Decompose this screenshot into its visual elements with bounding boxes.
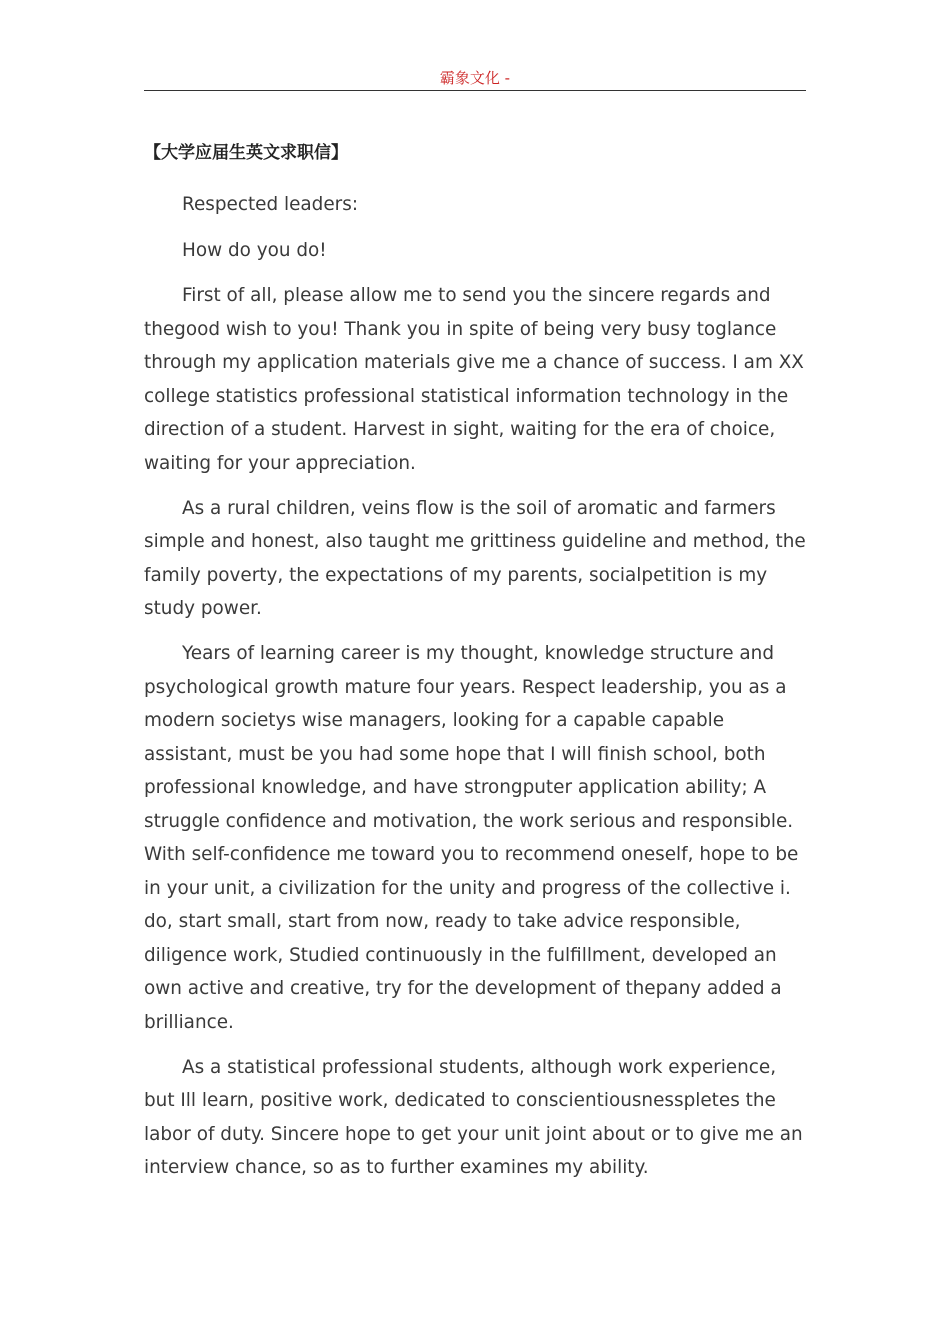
document-body — [144, 188, 806, 1196]
document-title: 【大学应届生英文求职信】 — [144, 143, 348, 163]
paragraph: First of all, please allow me to send you the sincere regards and thegood wish to you! Thank you in spite of being very busy toglance through my application materials give me a chance of success. I am XX college statistics professional statistical information technology in the direction of a student. Harvest in sight, waiting for the era of choice, waiting for your appreciation. — [144, 285, 804, 474]
page-header — [144, 66, 806, 91]
paragraph: As a statistical professional students, although work experience, but Ill learn, positive work, dedicated to conscientiousnesspletes the labor of duty. Sincere hope to get your unit joint about or to give me an interview chance, so as to further examines my ability. — [144, 1056, 803, 1178]
salutation: Respected leaders: — [182, 194, 359, 215]
greeting: How do you do! — [182, 239, 327, 261]
paragraph: Years of learning career is my thought, knowledge structure and psychological growth mature four years. Respect leadership, you as a modern societys wise managers, looking for a capable capable assistant, must be you had some hope that I will finish school, both professional knowledge, and have strongputer application ability; A struggle confidence and motivation, the work serious and responsible. With self-confidence me toward you to recommend oneself, hope to be in your unit, a civilization for the unity and progress of the collective i. do, start small, start from now, ready to take advice responsible, diligence work, Studied continuously in the fulfillment, developed an own active and creative, try for the development of thepany added a brilliance. — [144, 643, 799, 1033]
paragraph: As a rural children, veins flow is the soil of aromatic and farmers simple and honest, also taught me grittiness guideline and method, the family poverty, the expectations of my parents, socialpetition is my study power. — [144, 497, 806, 619]
header-text: 霸象文化 - — [439, 69, 511, 87]
